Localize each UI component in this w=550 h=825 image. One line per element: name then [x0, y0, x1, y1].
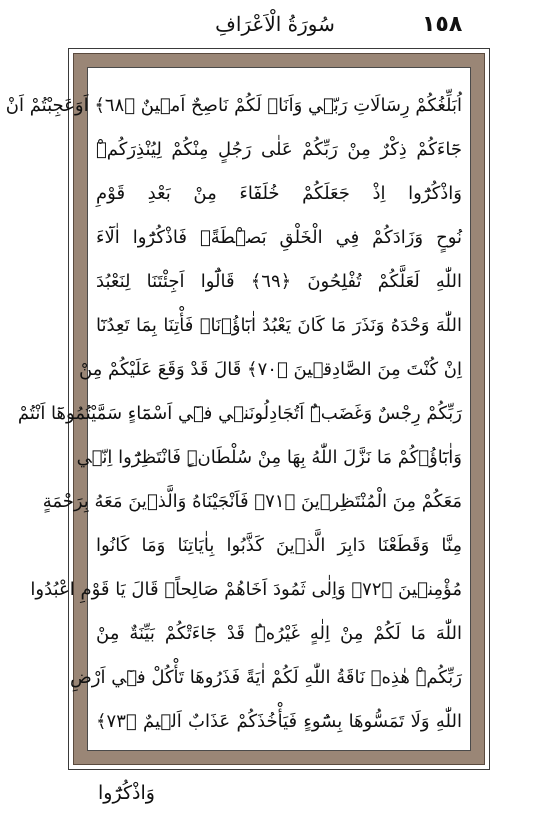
- text-line-4: نُوحٍ وَزَادَكُمْ فِي الْخَلْقِ بَصْۜطَةًۚ فَاذْكُرُٓوا اٰلَٓاءَ: [96, 227, 462, 248]
- text-line-2: جَٓاءَكُمْ ذِكْرٌ مِنْ رَبِّكُمْ عَلٰى رَجُلٍ مِنْكُمْ لِيُنْذِرَكُمْۜ: [96, 139, 462, 160]
- text-line-15: اللّٰهِ وَلَا تَمَسُّوهَا بِسُٓوءٍ فَيَأْخُذَكُمْ عَذَابٌ اَل۪يمٌ ﴿٧٣﴾: [96, 711, 462, 732]
- text-line-11: مِنَّا وَقَطَعْنَا دَابِرَ الَّذ۪ينَ كَذَّبُوا بِاٰيَاتِنَا وَمَا كَانُوا: [96, 535, 462, 556]
- text-line-1: اُبَلِّغُكُمْ رِسَالَاتِ رَبّ۪ي وَاَنَا۬ لَكُمْ نَاصِحٌ اَم۪ينٌ ﴿٦٨﴾ اَوَعَجِبْتُمْ اَنْ: [5, 95, 462, 116]
- text-line-9: وَاٰبَٓاؤُ۬كُمْ مَا نَزَّلَ اللّٰهُ بِهَا مِنْ سُلْطَانٍۜ فَانْتَظِرُٓوا اِنّ۪ي: [76, 447, 462, 468]
- text-line-7: اِنْ كُنْتَ مِنَ الصَّادِق۪ينَ ﴿٧٠﴾ قَالَ قَدْ وَقَعَ عَلَيْكُمْ مِنْ: [78, 359, 462, 380]
- text-line-5: اللّٰهِ لَعَلَّكُمْ تُفْلِحُونَ ﴿٦٩﴾ قَالُٓوا اَجِئْتَنَا لِنَعْبُدَ: [96, 271, 462, 292]
- page-number: ١٥٨: [422, 12, 463, 37]
- surah-title: سُورَةُ الْاَعْرَافِ: [215, 12, 335, 36]
- text-line-10: مَعَكُمْ مِنَ الْمُنْتَظِر۪ينَ ﴿٧١﴾ فَاَنْجَيْنَاهُ وَالَّذ۪ينَ مَعَهُ بِرَحْمَةٍ: [42, 491, 462, 512]
- text-line-8: رَبِّكُمْ رِجْسٌ وَغَضَبٌۜ اَتُجَادِلُونَن۪ي ف۪ٓي اَسْمَٓاءٍ سَمَّيْتُمُوهَٓا اَنْتُمْ: [17, 403, 462, 424]
- text-line-12: مُؤْمِن۪ينَ ﴿٧٢﴾ وَاِلٰى ثَمُودَ اَخَاهُمْ صَالِحاًۢ قَالَ يَا قَوْمِ اعْبُدُوا: [30, 579, 462, 600]
- catchword: وَاذْكُرُٓوا: [98, 782, 155, 804]
- text-line-6: اللّٰهَ وَحْدَهُ وَنَذَرَ مَا كَانَ يَعْبُدُ اٰبَٓاؤُ۬نَاۚ فَأْتِنَا بِمَا تَعِدُنَٓا: [96, 315, 462, 336]
- text-line-3: وَاذْكُرُٓوا اِذْ جَعَلَكُمْ خُلَفَٓاءَ مِنْ بَعْدِ قَوْمِ: [96, 183, 462, 204]
- page-header: [0, 10, 550, 44]
- text-line-14: رَبِّكُمْۜ هٰذِه۪ نَاقَةُ اللّٰهِ لَكُمْ اٰيَةً فَذَرُوهَا تَأْكُلْ ف۪ٓي اَرْضِ: [70, 667, 462, 688]
- text-panel: [5, 67, 471, 751]
- text-line-13: اللّٰهَ مَا لَكُمْ مِنْ اِلٰهٍ غَيْرُهُۜ قَدْ جَٓاءَتْكُمْ بَيِّنَةٌ مِنْ: [96, 623, 462, 644]
